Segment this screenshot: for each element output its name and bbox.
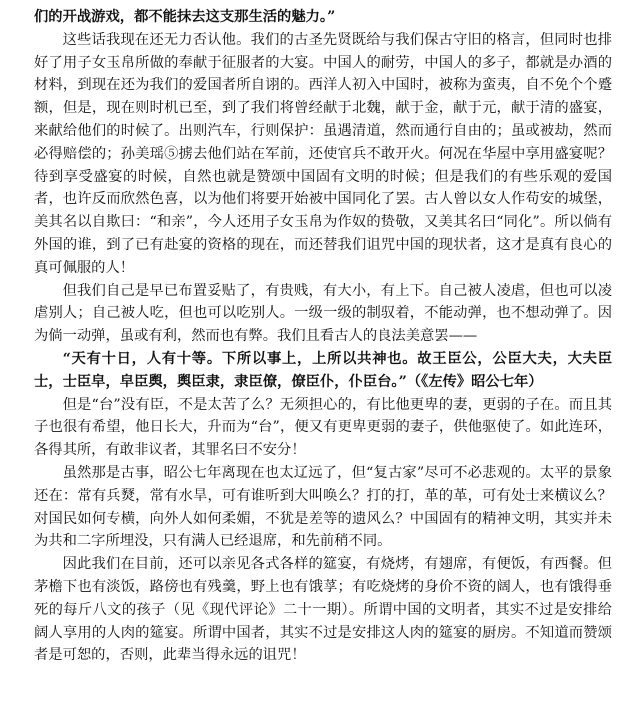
paragraph-tai-servant: 但是“台”没有臣，不是太苦了么？无须担心的，有比他更卑的妻，更弱的子在。而且其子也很有希望，他日长大，升而为“台”，便又有更卑更弱的妻子，供他驱使了。如此连环，各得其所，有敢非议者，其罪名曰不安分！ [34, 396, 612, 459]
paragraph-feast-conclusion: 因此我们在目前，还可以亲见各式各样的筵宴，有烧烤，有翅席，有便饭，有西餐。但茅檐下也有淡饭，路傍也有残羹，野上也有饿莩；有吃烧烤的身价不资的阔人，也有饿得垂死的每斤八文的孩子（见《现代评论》二十一期）。所谓中国的文明者，其实不过是安排给阔人享用的人肉的筵宴。所谓中国者，其实不过是安排这人肉的筵宴的厨房。不知道而赞颂者是可恕的，否则，此辈当得永远的诅咒！ [34, 556, 612, 664]
paragraph-continuation: 们的开战游戏，都不能抹去这支那生活的魅力。” [34, 9, 336, 25]
paragraph-hierarchy: 但我们自己是早已布置妥贴了，有贵贱，有大小，有上下。自己被人凌虐，但也可以凌虐别人；自己被人吃，但也可以吃别人。一级一级的制驭着，不能动弹，也不想动弹了。因为倘一动弹，虽或有利，然而也有弊。我们且看古人的良法美意罢—— [34, 282, 612, 345]
paragraph-restorationists: 虽然那是古事，昭公七年离现在也太辽远了，但“复古家”尽可不必悲观的。太平的景象还在：常有兵燹，常有水旱，可有谁听到大叫唤么？打的打，革的革，可有处士来横议么？对国民如何专横，向外人如何柔媚，不犹是差等的遗风么？中国固有的精神文明，其实并未为共和二字所埋没，只有满人已经退席，和先前稍不同。 [34, 464, 612, 550]
paragraph-ancient-sages: 这些话我现在还无力否认他。我们的古圣先贤既给与我们保古守旧的格言，但同时也排好了用子女玉帛所做的奉献于征服者的大宴。中国人的耐劳，中国人的多子，都就是办酒的材料，到现在还为我们的爱国者所自诩的。西洋人初入中国时，被称为蛮夷，自不免个个蹙额，但是，现在则时机已至，到了我们将曾经献于北魏，献于金，献于元，献于清的盛宴，来献给他们的时候了。出则汽车，行则保护：虽遇清道，然而通行自由的；虽或被劫，然而必得赔偿的；孙美瑶⑤掳去他们站在军前，还使官兵不敢开火。何况在华屋中享用盛宴呢？待到享受盛宴的时候，自然也就是赞颂中国固有文明的时候；但是我们的有些乐观的爱国者，也许反而欣然色喜，以为他们将要开始被中国同化了罢。古人曾以女人作苟安的城堡，美其名以自欺曰：“和亲”，今人还用子女玉帛为作奴的贽敬，又美其名曰“同化”。所以倘有外国的谁，到了已有赴宴的资格的现在，而还替我们诅咒中国的现状者，这才是真有良心的真可佩服的人！ [34, 31, 612, 276]
quote-zuozhuan: “天有十日，人有十等。下所以事上，上所以共神也。故王臣公，公臣大夫，大夫臣士，士臣皁，皁臣舆，舆臣隶，隶臣僚，僚臣仆，仆臣台。”（《左传》昭公七年） [34, 350, 612, 390]
